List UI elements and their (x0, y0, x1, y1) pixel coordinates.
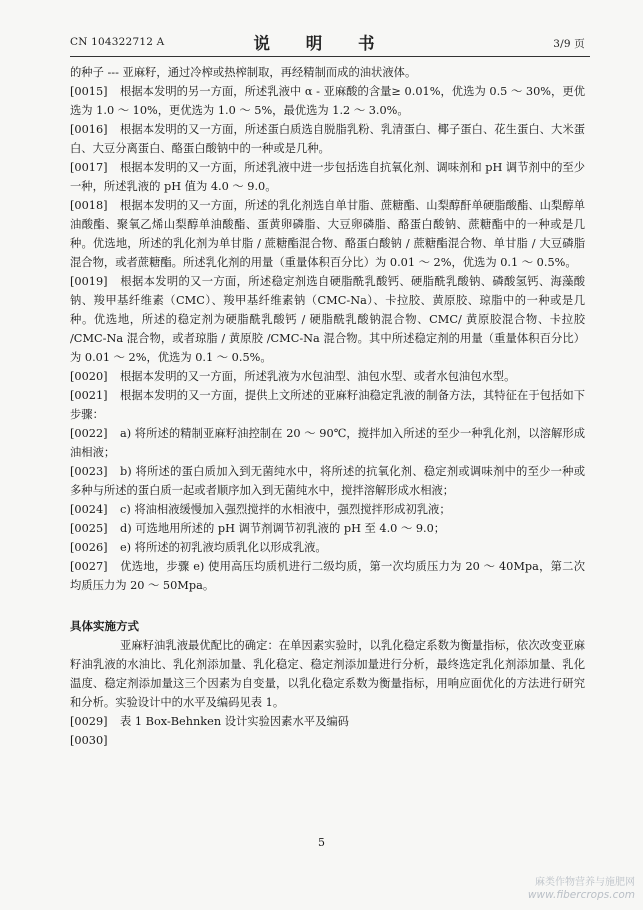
paragraph (70, 538, 585, 557)
paragraph-text: 根据本发明的又一方面，所述乳液中进一步包括选自抗氧化剂、调味剂和 pH 调节剂中的至少一种，所述乳液的 pH 值为 4.0 ～ 9.0。 (70, 161, 585, 193)
paragraph-number: [0019] (70, 275, 108, 288)
paragraph-text: e) 将所述的初乳液均质乳化以形成乳液。 (120, 541, 327, 554)
paragraph (70, 196, 585, 272)
paragraph (70, 731, 585, 750)
section-title: 具体实施方式 (70, 619, 139, 633)
paragraph-number: [0018] (70, 199, 108, 212)
paragraph-number: [0026] (70, 541, 108, 554)
paragraph (70, 63, 585, 82)
paragraph (70, 386, 585, 424)
paragraph-text: 根据本发明的又一方面，所述乳液为水包油型、油包水型、或者水包油包水型。 (120, 370, 516, 383)
paragraph-number: [0017] (70, 161, 108, 174)
paragraph-text: 根据本发明的又一方面，提供上文所述的亚麻籽油稳定乳液的制备方法，其特征在于包括如下步骤： (70, 389, 585, 421)
paragraph-number: [0016] (70, 123, 108, 136)
paragraph (70, 367, 585, 386)
paragraph-text: 的种子 --- 亚麻籽，通过冷榨或热榨制取，再经精制而成的油状液体。 (70, 66, 417, 79)
paragraph-list-2 (70, 712, 585, 750)
paragraph-number: [0025] (70, 522, 108, 535)
section-intro: 亚麻籽油乳液最优配比的确定：在单因素实验时，以乳化稳定系数为衡量指标，依次改变亚麻籽油乳液的水油比、乳化剂添加量、乳化稳定、稳定剂添加量进行分析，最终选定乳化剂添加量、乳化温度、稳定剂添加量这三个因素为自变量，以乳化稳定系数为衡量指标，用响应面优化的方法进行研究和分析。实验设计中的水平及编码见表 1。 (70, 639, 585, 709)
paragraph-number: [0030] (70, 734, 108, 747)
paragraph-text: 优选地，步骤 e) 使用高压均质机进行二级均质，第一次均质压力为 20 ～ 40Mpa，第二次均质压力为 20 ～ 50Mpa。 (70, 560, 585, 592)
paragraph-text: 根据本发明的又一方面，所述的乳化剂选自单甘脂、蔗糖酯、山梨醇酐单硬脂酸酯、山梨醇单油酸酯、聚氧乙烯山梨醇单油酸酯、蛋黄卵磷脂、大豆卵磷脂、酪蛋白酸钠、蔗糖酯中的一种或是几种。优选地，所述的乳化剂为单甘脂 / 蔗糖酯混合物、酪蛋白酸钠 / 蔗糖酯混合物、单甘脂 / 大豆磷脂混合物，或者蔗糖酯。所述乳化剂的用量（重量体积百分比）为 0.01 ～ 2%，优选为 0.1 ～ 0.5%。 (70, 199, 585, 269)
paragraph-number: [0027] (70, 560, 108, 573)
paragraph-number: [0022] (70, 427, 108, 440)
paragraph-text: d) 可选地用所述的 pH 调节剂调节初乳液的 pH 至 4.0 ～ 9.0； (120, 522, 446, 535)
paragraph-text: 根据本发明的又一方面，所述稳定剂选自硬脂酰乳酸钙、硬脂酰乳酸钠、磷酸氢钙、海藻酸钠、羧甲基纤维素（CMC）、羧甲基纤维素钠（CMC-Na）、卡拉胶、黄原胶、琼脂中的一种或是几种。优选地，所述的稳定剂为硬脂酰乳酸钙 / 硬脂酰乳酸钠混合物、CMC/ 黄原胶混合物、卡拉胶 /CMC-Na 混合物，或者琼脂 / 黄原胶 /CMC-Na 混合物。其中所述稳定剂的用量（重量体积百分比）为 0.01 ～ 2%，优选为 0.1 ～ 0.5%。 (70, 275, 585, 364)
paragraph (70, 557, 585, 595)
paragraph (70, 424, 585, 462)
paragraph (70, 272, 585, 367)
header-rule (70, 56, 590, 57)
paragraph-text: a) 将所述的精制亚麻籽油控制在 20 ～ 90℃，搅拌加入所述的至少一种乳化剂，以溶解形成油相液； (70, 427, 585, 459)
page-count: 3/9 页 (553, 38, 585, 50)
paragraph-text: 根据本发明的又一方面，所述蛋白质选自脱脂乳粉、乳清蛋白、椰子蛋白、花生蛋白、大米蛋白、大豆分离蛋白、酪蛋白酸钠中的一种或是几种。 (70, 123, 585, 155)
paragraph-list (70, 63, 585, 595)
paragraph (70, 462, 585, 500)
paragraph (70, 158, 585, 196)
paragraph-number: [0029] (70, 715, 108, 728)
watermark-url: www.fibercrops.com (527, 889, 635, 901)
paragraph-number: [0021] (70, 389, 108, 402)
paragraph (70, 82, 585, 120)
watermark-text: 麻类作物营养与施肥网 (535, 877, 635, 888)
paragraph-number: [0024] (70, 503, 108, 516)
paragraph-text: b) 将所述的蛋白质加入到无菌纯水中，将所述的抗氧化剂、稳定剂或调味剂中的至少一种或多种与所述的蛋白质一起或者顺序加入到无菌纯水中，搅拌溶解形成水相液； (70, 465, 585, 497)
paragraph-number: [0023] (70, 465, 108, 478)
paragraph (70, 500, 585, 519)
paragraph (70, 120, 585, 158)
paragraph (70, 519, 585, 538)
paragraph (70, 712, 585, 731)
paragraph-number: [0015] (70, 85, 108, 98)
page-title: 说 明 书 (253, 34, 390, 53)
paragraph-text: c) 将油相液缓慢加入强烈搅拌的水相液中，强烈搅拌形成初乳液； (120, 503, 451, 516)
paragraph-number: [0020] (70, 370, 108, 383)
paragraph-text: 表 1 Box-Behnken 设计实验因素水平及编码 (120, 715, 349, 728)
paragraph-text: 根据本发明的另一方面，所述乳液中 α - 亚麻酸的含量≥ 0.01%，优选为 0.5 ～ 30%，更优选为 1.0 ～ 10%，更优选为 1.0 ～ 5%，最优选为 1.2 ～ 3.0%。 (70, 85, 585, 117)
page-number: 5 (318, 836, 325, 849)
patent-number: CN 104322712 A (70, 36, 165, 48)
watermark (528, 876, 635, 902)
document-body (70, 63, 585, 750)
